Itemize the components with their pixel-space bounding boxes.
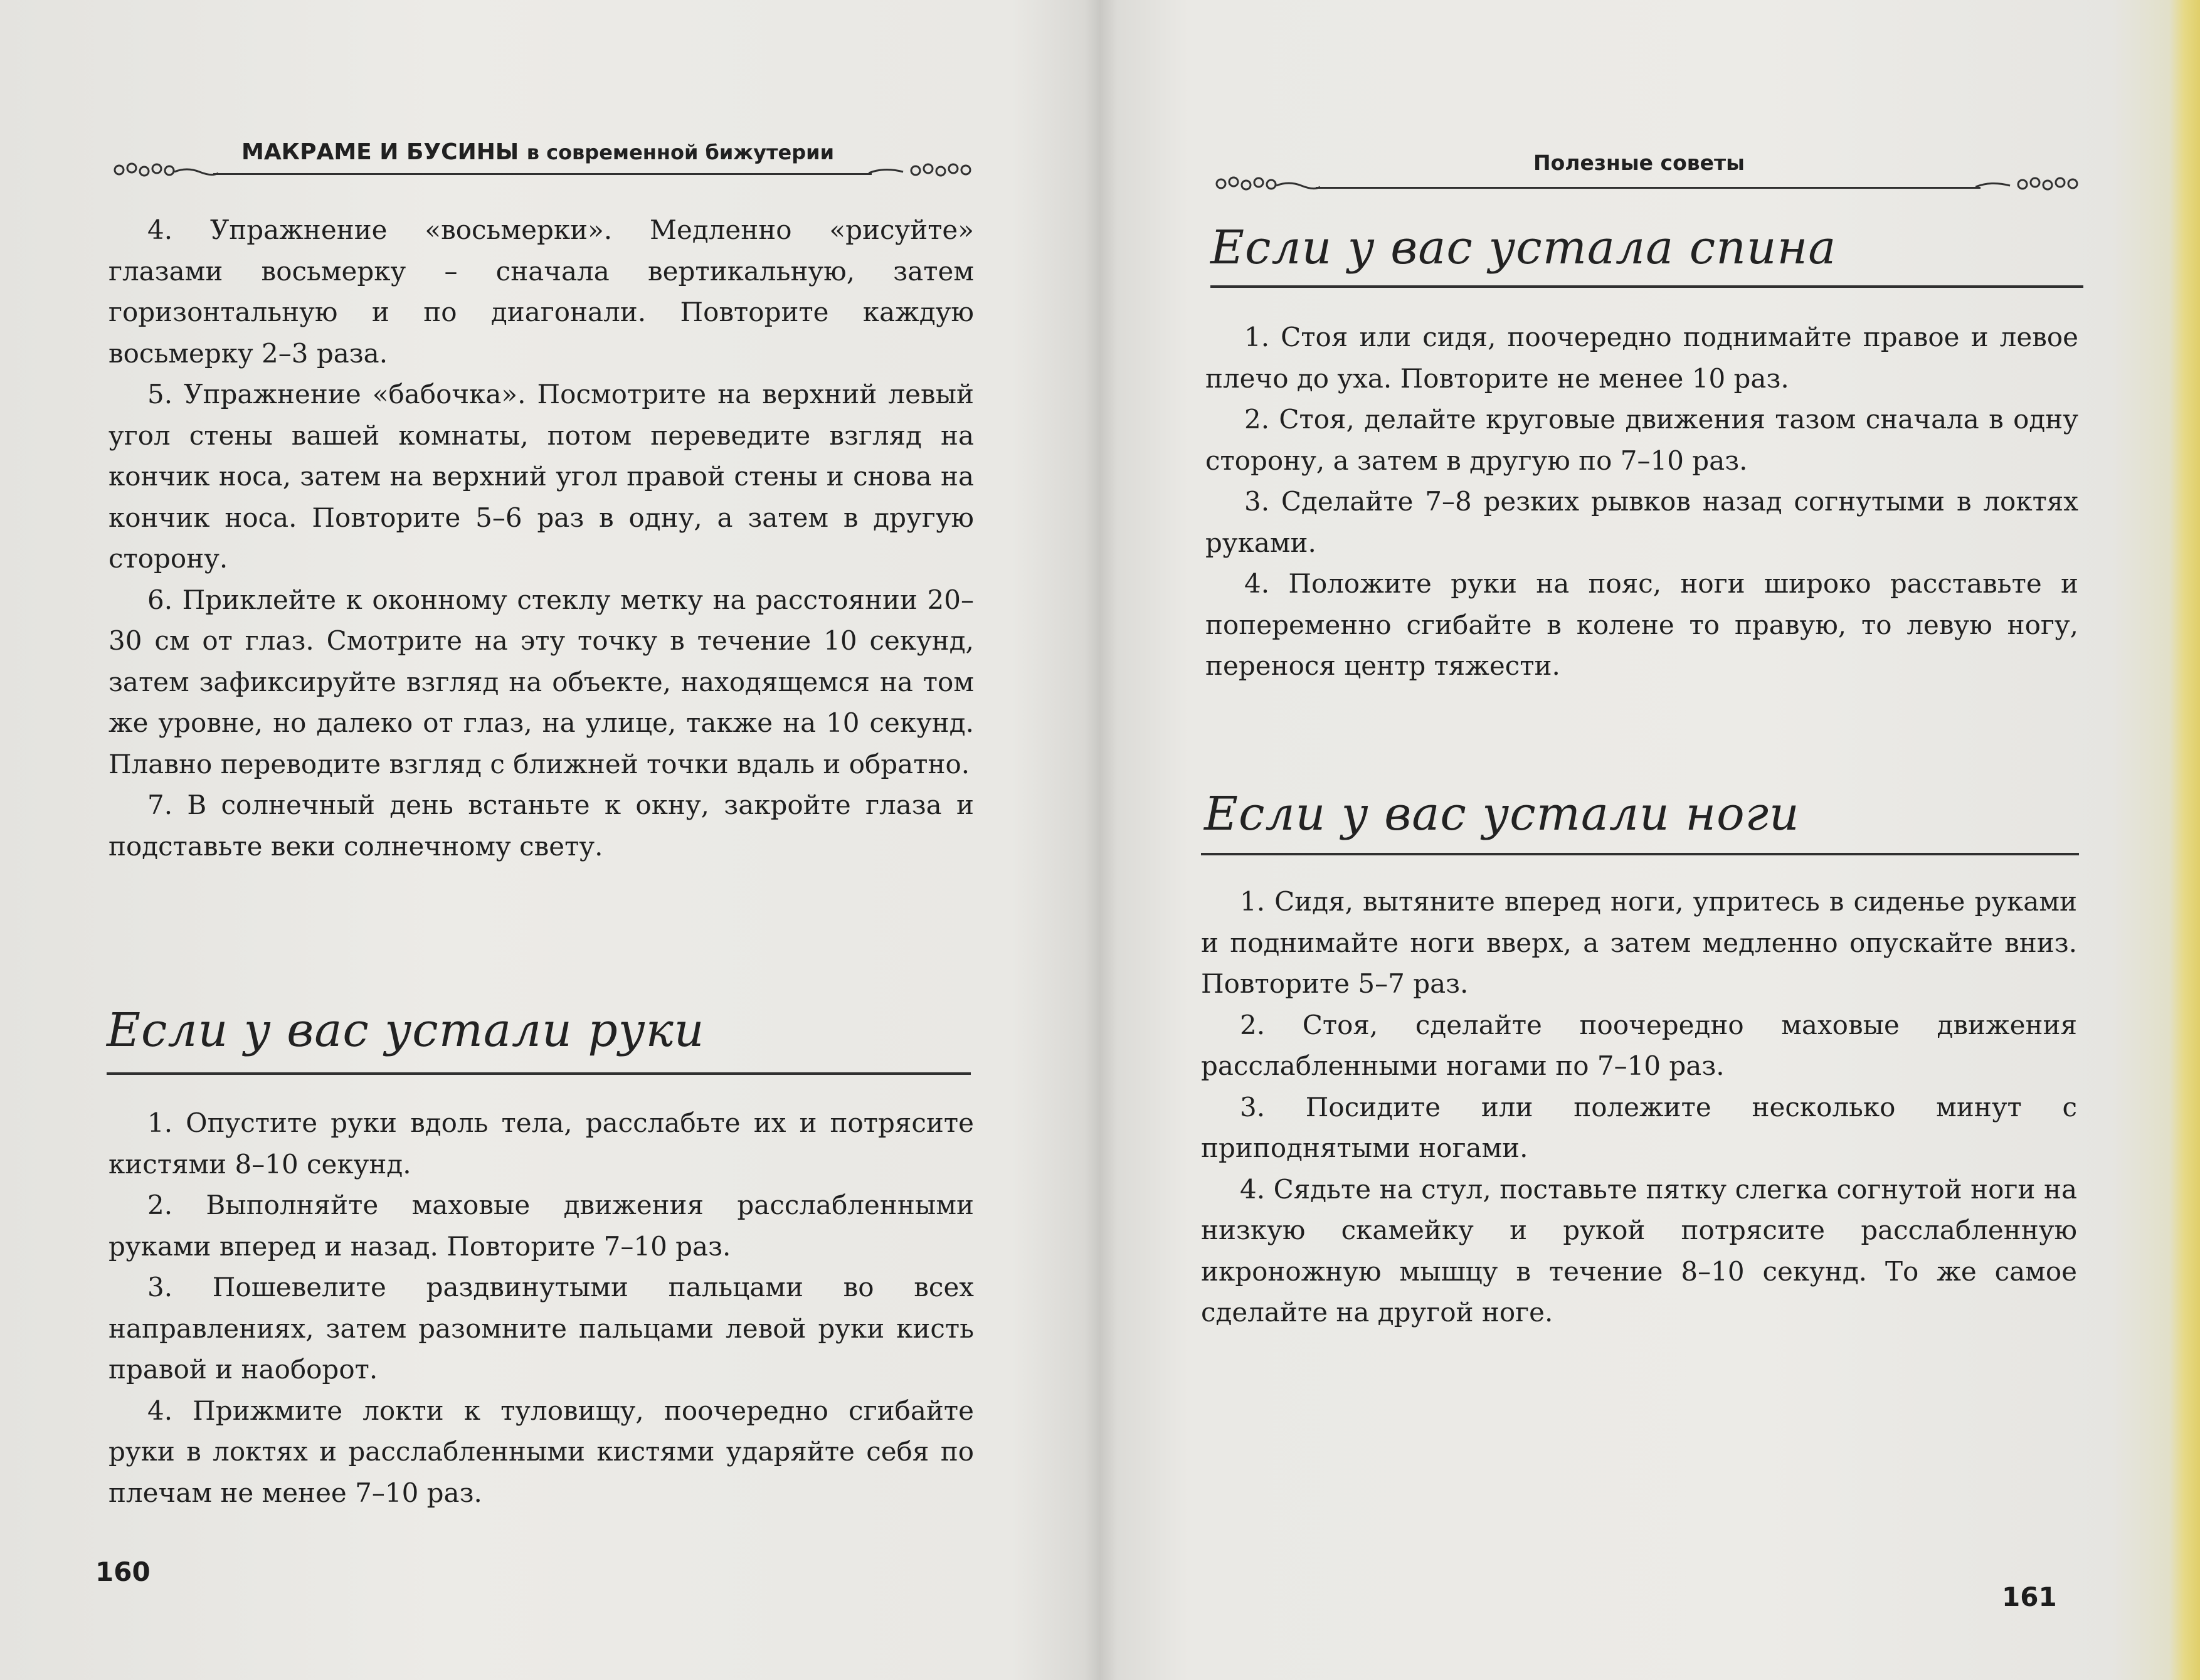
exercise-list-legs bbox=[1201, 881, 2077, 1333]
running-head-title: МАКРАМЕ И БУСИНЫ bbox=[241, 139, 519, 165]
paragraph: 1. Стоя или сидя, поочередно поднимайте правое и левое плечо до уха. Повторите не менее 10 раз. bbox=[1205, 322, 2078, 394]
paragraph: 7. В солнечный день встаньте к окну, закройте глаза и подставьте веки солнечному свету. bbox=[108, 790, 974, 862]
ornament-left-icon bbox=[1214, 174, 1320, 193]
paragraph: 4. Упражнение «восьмерки». Медленно «рисуйте» глазами восьмерку – сначала вертикальную, затем горизонтальную и по диагонали. Повторите каждую восьмерку 2–3 раза. bbox=[108, 214, 974, 369]
paragraph: 6. Приклейте к оконному стеклу метку на расстоянии 20–30 см от глаз. Смотрите на эту точку в течение 10 секунд, затем зафиксируйте взгляд на объекте, находящемся на том же уровне, но далеко от глаз, на улице, также на 10 секунд. Плавно переводите взгляд с ближней точки вдаль и обратно. bbox=[108, 584, 974, 779]
header-rule bbox=[1316, 187, 1981, 189]
paragraph: 4. Прижмите локти к туловищу, поочередно сгибайте руки в локтях и расслабленными кистями ударяйте себя по плечам не менее 7–10 раз. bbox=[108, 1395, 974, 1508]
paragraph: 2. Выполняйте маховые движения расслабленными руками вперед и назад. Повторите 7–10 раз. bbox=[108, 1190, 974, 1262]
paragraph: 3. Сделайте 7–8 резких рывков назад согнутыми в локтях руками. bbox=[1205, 486, 2078, 558]
ornament-left-icon bbox=[112, 161, 218, 179]
section-rule bbox=[1201, 853, 2079, 855]
running-head-subtitle: в современной бижутерии bbox=[526, 140, 834, 164]
section-rule bbox=[1210, 285, 2083, 288]
exercise-list-hands bbox=[108, 1102, 974, 1513]
page-number: 161 bbox=[2002, 1582, 2057, 1612]
paragraph: 5. Упражнение «бабочка». Посмотрите на верхний левый угол стены вашей комнаты, потом переведите взгляд на кончик носа, затем на верхний угол правой стены и снова на кончик носа. Повторите 5–6 раз в одну, а затем в другую сторону. bbox=[108, 379, 974, 574]
running-head: Полезные советы bbox=[1533, 151, 1745, 175]
exercise-list-eyes bbox=[108, 209, 974, 867]
exercise-list-back bbox=[1205, 317, 2078, 687]
paragraph: 1. Сидя, вытяните вперед ноги, упритесь в сиденье руками и поднимайте ноги вверх, а затем медленно опускайте вниз. Повторите 5–7 раз. bbox=[1201, 886, 2077, 999]
section-heading-back: Если у вас устала спина bbox=[1210, 221, 1837, 275]
paragraph: 4. Положите руки на пояс, ноги широко расставьте и попеременно сгибайте в колене то правую, то левую ногу, перенося центр тяжести. bbox=[1205, 568, 2078, 681]
header-rule bbox=[213, 173, 872, 175]
paragraph: 3. Пошевелите раздвинутыми пальцами во всех направлениях, затем разомните пальцами левой руки кисть правой и наоборот. bbox=[108, 1272, 974, 1385]
paragraph: 2. Стоя, делайте круговые движения тазом сначала в одну сторону, а затем в другую по 7–10 раз. bbox=[1205, 404, 2078, 476]
left-page bbox=[0, 0, 1091, 1680]
page-number: 160 bbox=[95, 1556, 151, 1587]
paragraph: 3. Посидите или полежите несколько минут с приподнятыми ногами. bbox=[1201, 1091, 2077, 1163]
paragraph: 4. Сядьте на стул, поставьте пятку слегка согнутой ноги на низкую скамейку и рукой потрясите расслабленную икроножную мышцу в течение 8–10 секунд. То же самое сделайте на другой ноге. bbox=[1201, 1173, 2077, 1328]
ornament-right-icon bbox=[869, 161, 975, 179]
section-heading-hands: Если у вас устали руки bbox=[107, 1003, 705, 1057]
paragraph: 1. Опустите руки вдоль тела, расслабьте их и потрясите кистями 8–10 секунд. bbox=[108, 1107, 974, 1180]
right-page bbox=[1104, 0, 2200, 1680]
ornament-right-icon bbox=[1975, 174, 2082, 193]
section-heading-legs: Если у вас устали ноги bbox=[1204, 787, 1800, 841]
running-head bbox=[241, 139, 834, 165]
section-rule bbox=[107, 1072, 971, 1075]
paragraph: 2. Стоя, сделайте поочередно маховые движения расслабленными ногами по 7–10 раз. bbox=[1201, 1009, 2077, 1081]
